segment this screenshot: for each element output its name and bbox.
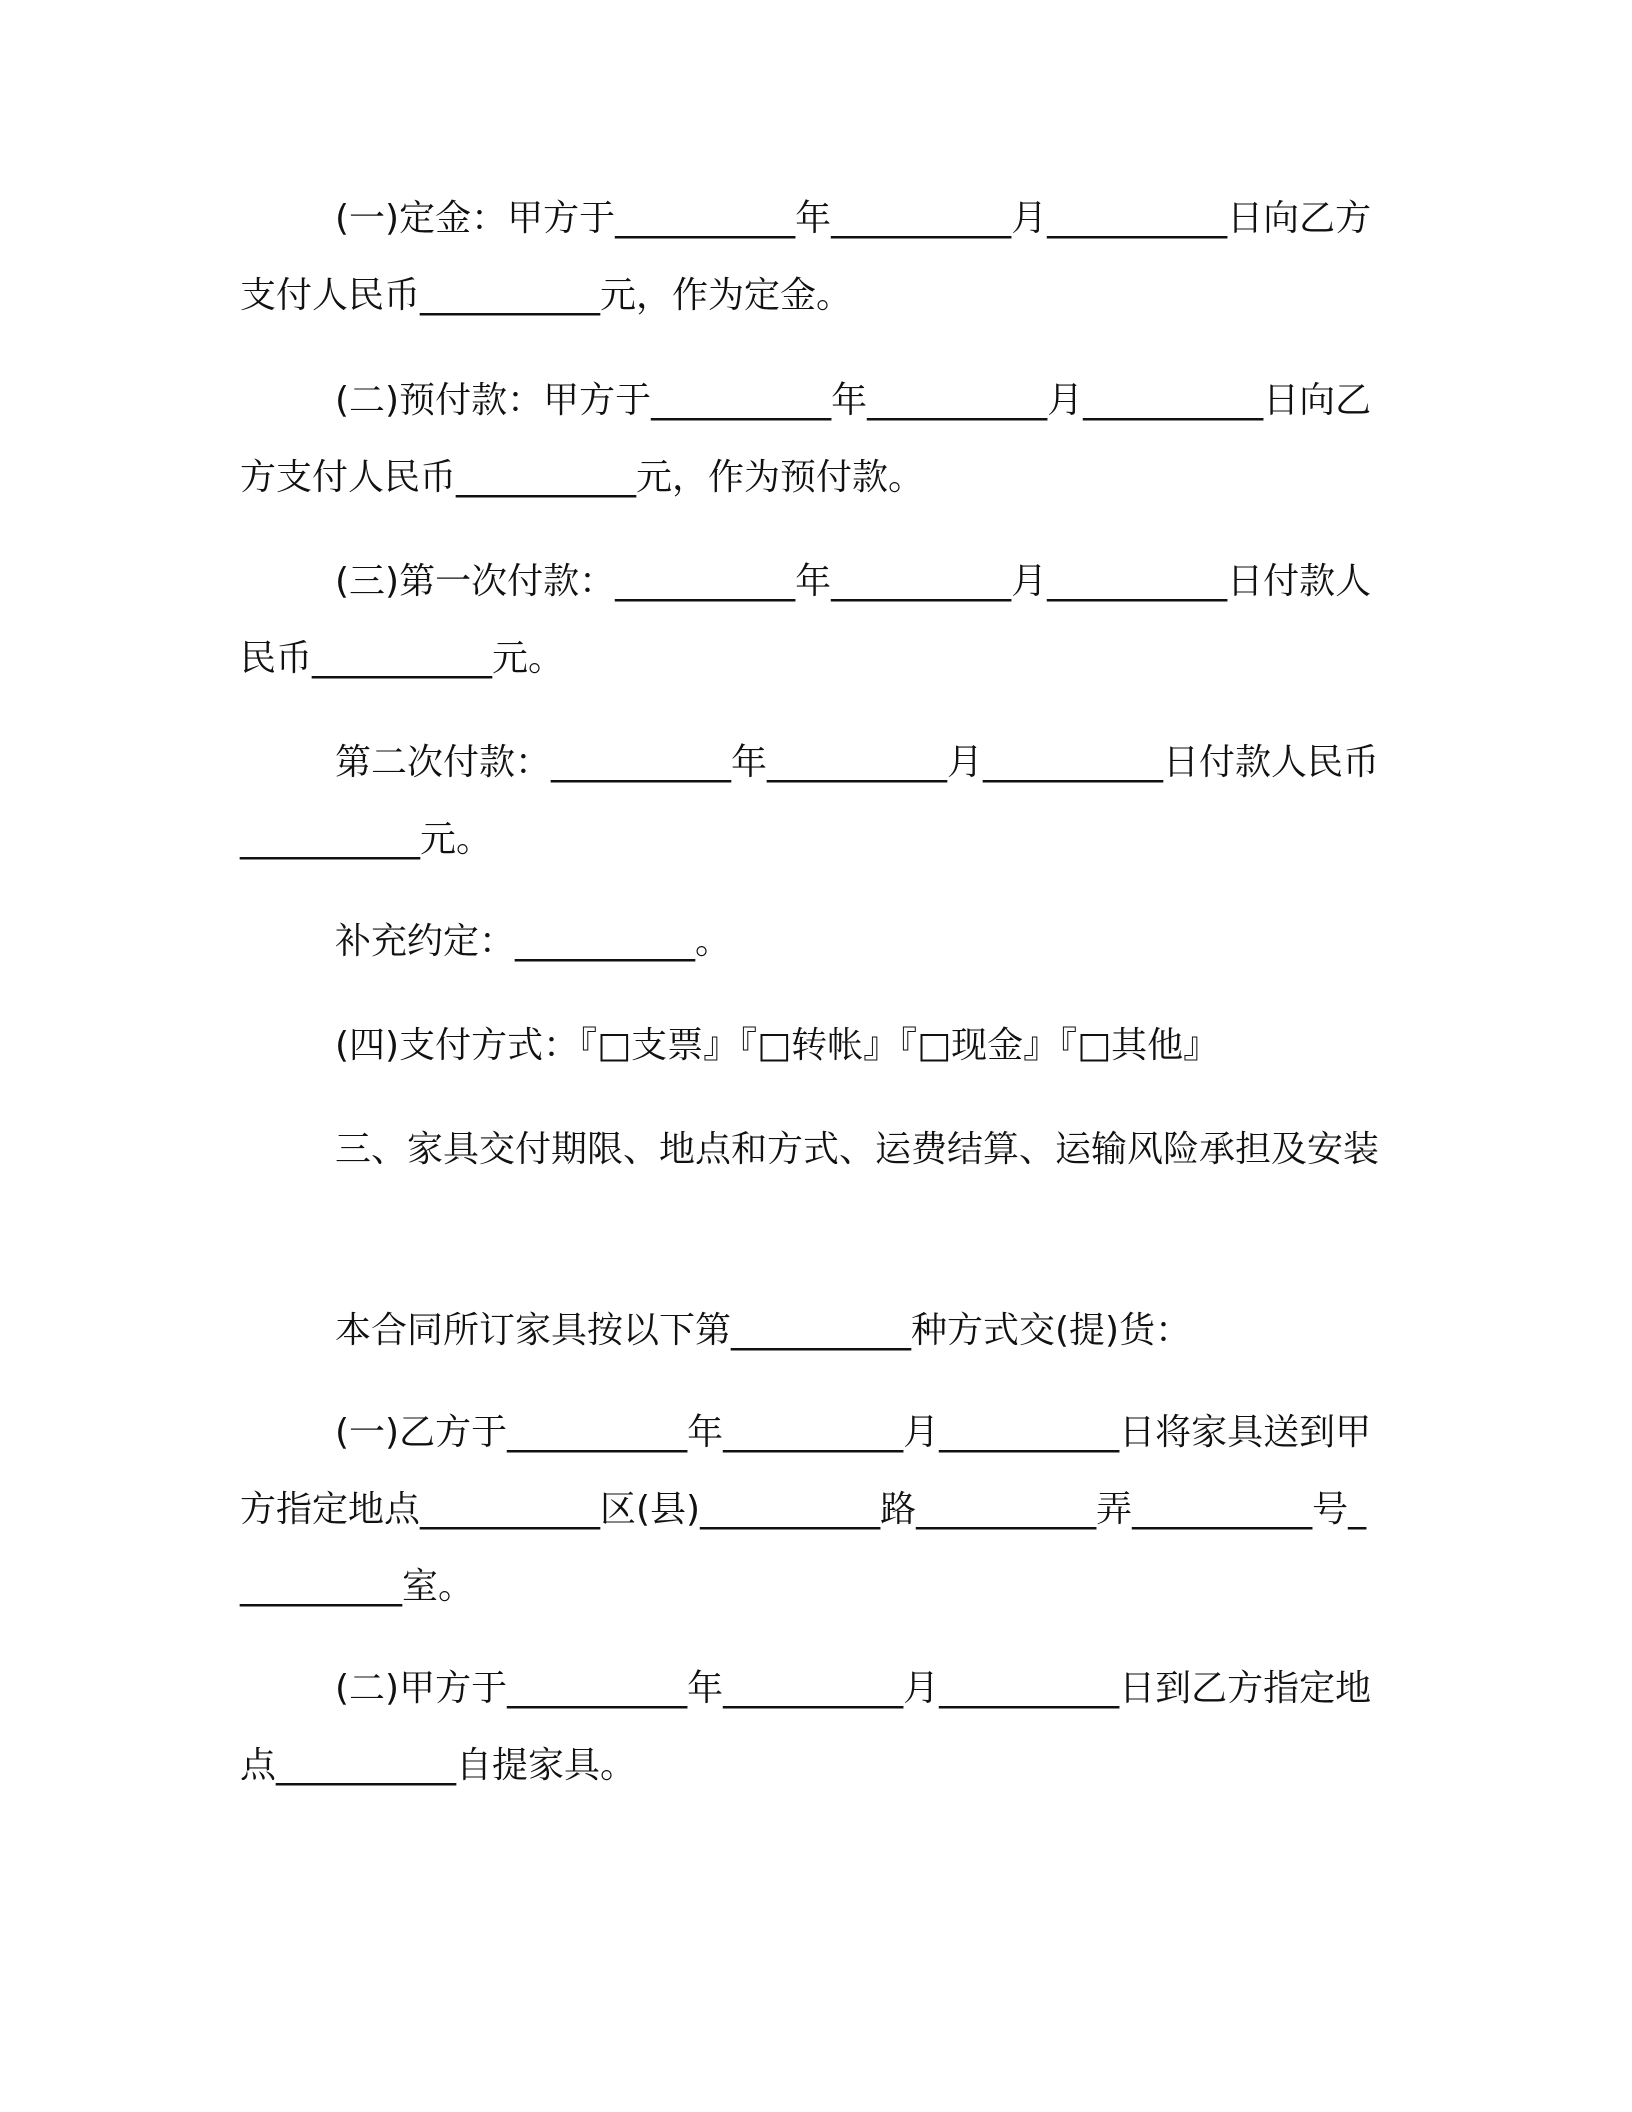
clause-buyer-pickup: (二)甲方于__________年__________月__________日到乙方指定地点__________自提家具。 bbox=[240, 1668, 1372, 1786]
clause-deposit: (一)定金：甲方于__________年__________月__________日向乙方支付人民币__________元，作为定金。 bbox=[240, 198, 1372, 316]
clause-first-payment: (三)第一次付款：__________年__________月__________日付款人民币__________元。 bbox=[240, 561, 1372, 679]
clause-second-payment: 第二次付款：__________年__________月__________日付款人民币__________元。 bbox=[240, 742, 1380, 860]
clause-payment-method: (四)支付方式：『□支票』『□转帐』『□现金』『□其他』 bbox=[335, 1025, 1220, 1066]
section-heading-delivery: 三、家具交付期限、地点和方式、运费结算、运输风险承担及安装 bbox=[335, 1129, 1380, 1170]
clause-prepayment: (二)预付款：甲方于__________年__________月__________日向乙方支付人民币__________元，作为预付款。 bbox=[240, 380, 1372, 498]
clause-delivery-method: 本合同所订家具按以下第__________种方式交(提)货： bbox=[335, 1310, 1192, 1351]
clause-supplementary: 补充约定：__________。 bbox=[335, 921, 732, 962]
clause-seller-delivery: (一)乙方于__________年__________月__________日将家具送到甲方指定地点__________区(县)__________路__________弄__________号__________室。 bbox=[240, 1412, 1372, 1607]
